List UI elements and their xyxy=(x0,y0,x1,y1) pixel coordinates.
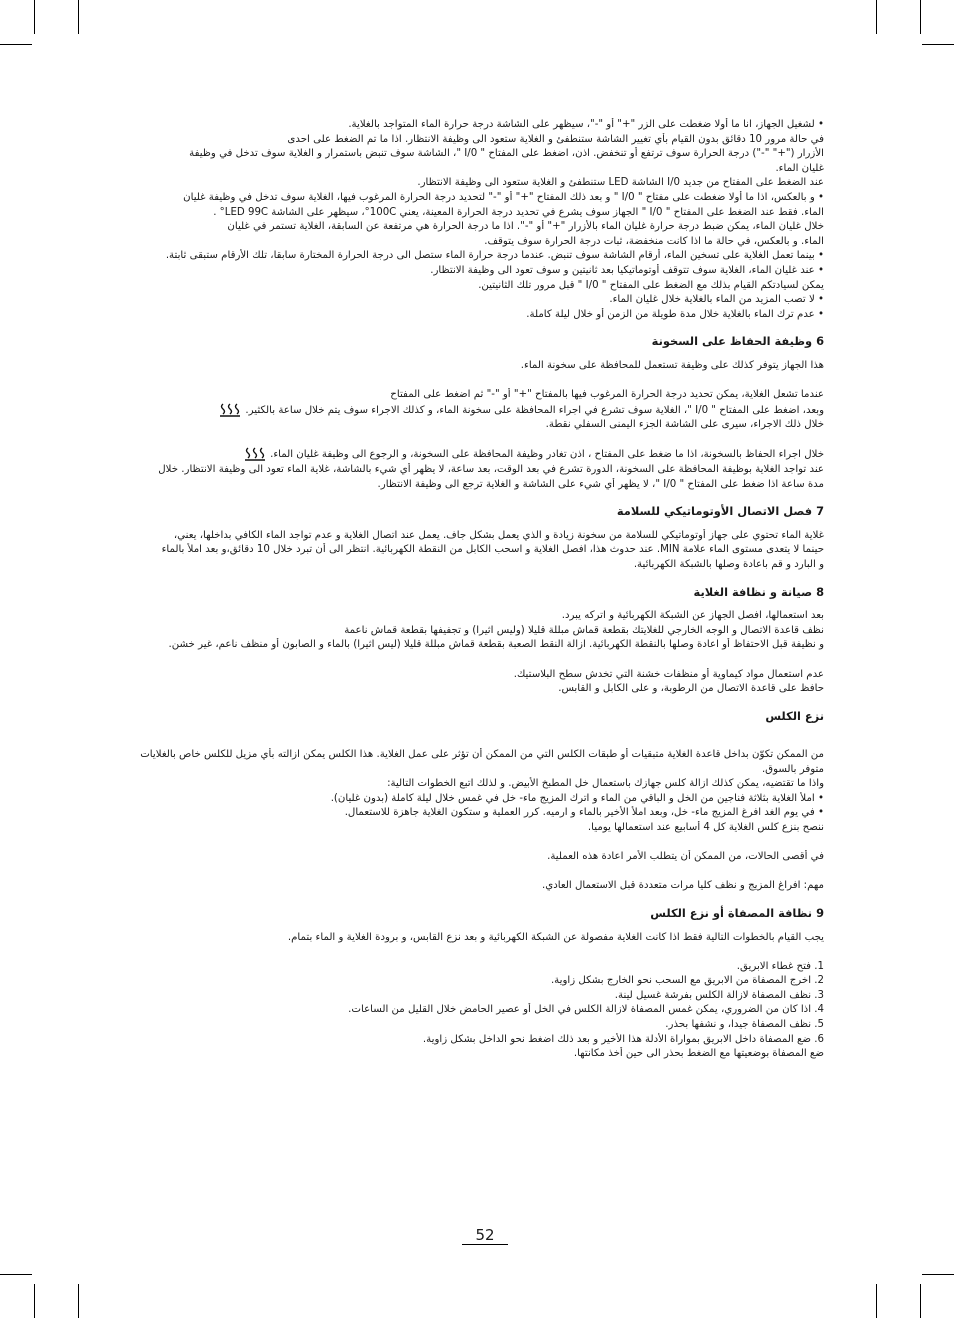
crop-mark xyxy=(78,1284,79,1318)
section-heading: 7 فصل الاتصال الأوتوماتيكي للسلامة xyxy=(616,504,824,519)
text-line: • لا تصب المزيد من الماء بالغلاية خلال غليان الماء. xyxy=(609,294,824,306)
text-line: خلال اجراء الحفاظ بالسخونة، اذا ما ضغط على المفتاح ، اذن تغادر وظيفة المحافظة على السخونة، و الرجوع الى وظيفة غليان الماء. xyxy=(118,447,824,463)
crop-mark xyxy=(0,44,32,45)
text-line xyxy=(118,733,824,748)
section-auto-off xyxy=(118,504,824,572)
text-line: • في يوم الغد افرغ المزيج ماء- خل، وبعد املأ الأخير بالماء و ارميه. كرر العملية و ستكون الغلاية جاهزة للاستعمال. xyxy=(344,807,824,819)
crop-mark xyxy=(920,1284,921,1318)
page-number: 52 xyxy=(462,1226,508,1245)
section-heading: نزع الكلس xyxy=(765,708,824,723)
text-line: بعد استعمالها، افصل الجهاز عن الشبكة الكهربائية و اتركه يبرد. xyxy=(561,610,824,622)
section-descale xyxy=(118,709,824,894)
text-line: حينما لا يتعدى مستوى الماء علامة MIN. عند حدوث هذا، افصل الغلاية و اسحب الكابل من النقطة الكهربائية. انتظر الى أن تبرد خلال 10 دقائق،و بعد املأ بالماء xyxy=(161,544,824,556)
crop-mark xyxy=(0,1274,32,1275)
crop-mark xyxy=(34,1284,35,1318)
text-line: وبعد، اضغط على المفتاح " 0/I "، الغلاية سوف تشرع في اجراء المحافظة على سخونة الماء، و كذلك الاجراء سوف يتم خلال ساعة بالكثير. xyxy=(118,403,824,419)
text-line: الماء. و بالعكس، في حالة ما اذا كانت منخفضة، ثبات درجة الحرارة سوف يتوقف. xyxy=(484,235,824,247)
text-line: • لشغيل الجهاز، انا ما أولا ضغطت على الزر "+" أو "-"، سيظهر على الشاشة درجة حرارة الماء المتواجد بالغلاية. xyxy=(348,119,824,130)
text-line: من الممكن تكوّن بداخل قاعدة الغلاية متبقيات أو طبقات الكلس التي من الممكن أن تؤثر على عمل الغلاية. هذا الكلس يمكن ازالته بأي مزيل للكلس خاص بالغلايات xyxy=(140,748,824,760)
text-line: • و بالعكس، اذا ما أولا ضغطت على مفتاح " 0/I " و بعد ذلك المفتاح "+" أو "-" لتحديد درجة الحرارة المرغوب فيها، الغلاية سوف تدخل في وظيفة غليان xyxy=(183,191,824,203)
text-line: غلاية الماء تحتوي على جهاز أوتوماتيكي للسلامة من سخونة زيادة و الذي يعمل بشكل جاف. يعمل عند اتصال الغلاية و عدم تواجد الماء الكافي بداخلها، يعني، xyxy=(173,529,824,541)
crop-mark xyxy=(920,0,921,34)
text-line: عند تواجد الغلاية بوظيفة المحافظة على السخونة، الدورة تشرع في بعد الوقت، بعد ساعة، لا يظهر أي شيء بالشاشة، غلاية الماء تعود الى وظيفة الانتظار. خلال xyxy=(158,464,824,476)
section-filter xyxy=(118,906,824,1062)
text-line: عدم استعمال مواد كيماوية أو منظفات خشنة التي تخدش سطح البلاستيك. xyxy=(513,668,824,680)
text-line: • عدم ترك الماء بالغلاية خلال مدة طويلة من الزمن أو خلال ليلة كاملة. xyxy=(526,308,824,320)
text-line: 2. اخرج المصفاة من الابريق مع السحب نحو الخارج بشكل زاوية. xyxy=(550,975,824,987)
steam-icon xyxy=(244,447,266,461)
text-line: حافظ على قاعدة الاتصال من الرطوبة، و على الكابل و القابس. xyxy=(558,683,824,695)
text-line xyxy=(118,865,824,880)
text-line: عند الضغط على المفتاح من جديد 0/I الشاشة LED ستنطفئ و الغلاية ستعود الى وظيفة الانتظار. xyxy=(417,177,824,189)
crop-mark xyxy=(876,1284,877,1318)
text-line: ننصح بنزع كلس الغلاية كل 4 أسابيع عند استعمالها يوميا. xyxy=(587,821,824,833)
text-line: نظف قاعدة الاتصال و الوجه الخارجي للغلايتك بقطعة قماش مبللة قليلا (وليس اثيرا) و تجفيفها بقطعة قماش ناعمة xyxy=(344,624,824,636)
text-line: في أقصى الحالات، من الممكن أن يتطلب الأمر اعادة هذه العملية. xyxy=(547,851,824,863)
section-keep-warm xyxy=(118,334,824,492)
text-line: 5. نظف المصفاة جيدا، و نشفها بحذر. xyxy=(665,1019,824,1031)
text-line: • املأ الغلاية بثلاثة فناجين من الخل و الباقي من الماء و اترك المزيج ماء- خل في غمس خلال ليلة كاملة (بدون غليان). xyxy=(330,792,824,804)
crop-mark xyxy=(922,1274,954,1275)
text-line: 1. فتح غطاء الابريق. xyxy=(736,960,824,972)
text-line: الأزرار ("+" "-") درجة الحرارة سوف ترتفع أو تنخفض. اذن، اضغط على المفتاح " 0/I "، الشاشة سوف تنبض باستمرار و الغلاية سوف تدخل في وظيفة xyxy=(189,148,824,160)
text-line: في حالة مرور 10 دقائق بدون القيام بأي تغيير الشاشة ستنطفئ و الغلاية ستعود الى وظيفة الانتظار. اذا ما تم الضغط على احدى xyxy=(287,133,824,145)
text-line: الماء. فقط عند الضغط على المفتاح " 0/I " الجهاز سوف يشرع في تحديد درجة الحرارة المعينة، يعني 100C°، سيظهر على الشاشة LED 99C° . xyxy=(213,206,824,218)
text-line: يجب القيام بالخطوات التالية فقط اذا كانت الغلاية مفصولة عن الشبكة الكهربائية و بعد نزع القابس، و برودة الغلاية و الماء بتمام. xyxy=(287,931,824,943)
crop-mark xyxy=(922,44,954,45)
text-line: خلال غليان الماء، يمكن ضبط درجة حرارة غليان الماء بالأزرار "+" أو "-". اذا ما درجة الحرارة هي مرتفعة عن السابقة، الغلاية تستمر في غليان xyxy=(227,221,824,233)
text-line: هذا الجهاز يتوفر كذلك على وظيفة تستعمل للمحافظة على سخونة الماء. xyxy=(520,359,824,371)
section-heading: 8 صيانة و نظافة الغلاية xyxy=(693,584,824,599)
text-line: 3. نظف المصفاة لازالة الكلس بفرشة غسيل لينة. xyxy=(614,989,824,1001)
section-heading: 9 نظافة المصفاة أو نزع الكلس xyxy=(650,905,824,920)
text-line xyxy=(118,433,824,448)
text-line: خلال ذلك الاجراء، سيرى على الشاشة الجزء اليمنى السفلي نقطة. xyxy=(545,419,824,431)
text-line: مهم: افراغ المزيج و نظف كليا مرات متعددة قبل الاستعمال العادي. xyxy=(542,880,824,892)
section-heading: 6 وظيفة الحفاظ على السخونة xyxy=(651,334,824,349)
text-line: عندما تشعل الغلاية، يمكن تحديد درجة الحرارة المرغوب فيها بالمفتاح "+" أو "-" ثم اضغط على المفتاح xyxy=(390,389,824,401)
text-line: ضع المصفاة بوضعيتها مع الضغط بحذر الى حين أخذ مكانتها. xyxy=(573,1048,824,1060)
text-line xyxy=(118,374,824,389)
text-line: 4. اذا كان من الضروري، يمكن غمس المصفاة لازالة الكلس في الخل أو عصير الحامض خلال القليل من الساعات. xyxy=(348,1004,824,1016)
text-line xyxy=(118,653,824,668)
text-line: مدة ساعة اذا ضغط على المفتاح " 0/I "، لا يظهر أي شيء على الشاشة و الغلاية ترجع الى وظيفة الانتظار. xyxy=(377,478,824,490)
text-line: و البارد و قم باعادة وصلها بالشبكة الكهربائية. xyxy=(633,559,824,571)
text-line: 6. ضع المصفاة داخل الابريق بمواراة الأدلة هذا الأخير و بعد ذلك اضغط نحو الداخل بشكل زاوية. xyxy=(422,1033,824,1045)
crop-mark xyxy=(78,0,79,34)
crop-mark xyxy=(34,0,35,34)
steam-icon xyxy=(219,403,241,417)
section-maintenance xyxy=(118,585,824,697)
text-line: متوفر بالسوق. xyxy=(761,763,824,775)
text-line: و نظيفة قبل الاحتفاظ أو اعادة وصلها بالنقطة الكهربائية. ازالة النقط الصعبة بقطعة قماش مبللة قليلا (ليس اثيرا) بالماء و الصابون أو منظف ناعم، غير خشن. xyxy=(168,639,824,651)
text-line: يمكن لسيادتكم القيام بذلك مع الضغط على المفتاح " 0/I " قبل مرور تلك الثانيتين. xyxy=(478,279,824,291)
text-line: غليان الماء. xyxy=(775,162,824,174)
text-line xyxy=(118,836,824,851)
section-operation xyxy=(118,118,824,322)
text-line: • بينما تعمل الغلاية على تسخين الماء، أرقام الشاشة سوف تنبض. عندما درجة حرارة الماء ستصل الى درجة الحرارة المختارة سابقا، تلك الأرقام ستبقى ثابتة. xyxy=(165,250,824,262)
text-line: • عند غليان الماء، الغلاية سوف تتوقف أوتوماتيكيا بعد ثانيتين و سوف تعود الى وظيفة الانتظار. xyxy=(430,264,824,276)
text-line xyxy=(118,945,824,960)
crop-mark xyxy=(876,0,877,34)
text-line: واذا ما تقتضيه، يمكن كذلك ازالة كلس جهازك باستعمال خل المطبخ الأبيض. و لذلك اتبع الخطوات التالية: xyxy=(387,778,824,790)
manual-page xyxy=(118,118,824,1073)
